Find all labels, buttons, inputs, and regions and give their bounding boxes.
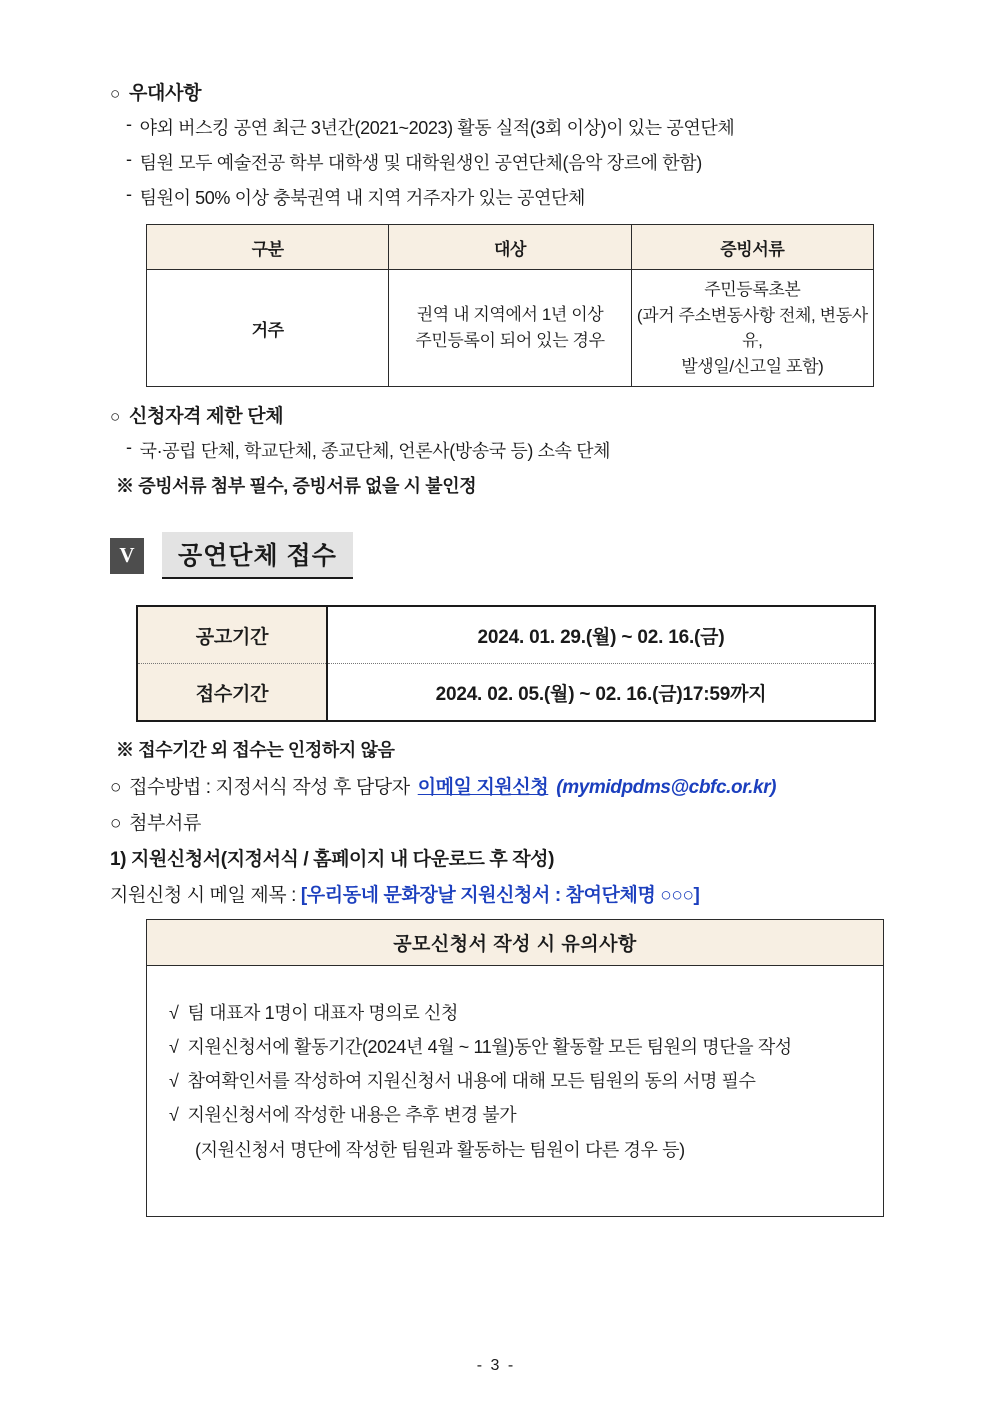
list-item-label: 야외 버스킹 공연 최근 3년간(2021~2023) 활동 실적(3회 이상)이 있는 공연단체 — [139, 118, 735, 138]
mail-subject-line — [110, 880, 910, 907]
attachment-line — [110, 808, 910, 835]
document-item-number: 1) — [110, 849, 127, 870]
residence-table — [146, 224, 874, 387]
check-mark-icon: √ — [169, 1037, 179, 1058]
notice-box — [146, 919, 884, 1217]
document-item-heading — [110, 844, 910, 871]
list-item — [110, 184, 910, 210]
bullet-circle-icon: ○ — [110, 777, 122, 798]
notice-item — [169, 1068, 861, 1094]
period-table — [136, 605, 876, 722]
apply-info-block — [110, 736, 910, 907]
notice-box-title: 공모신청서 작성 시 유의사항 — [147, 920, 883, 966]
page-number: - 3 - — [476, 1357, 516, 1374]
bullet-circle-icon: ○ — [110, 407, 120, 426]
list-item-label: 국·공립 단체, 학교단체, 종교단체, 언론사(방송국 등) 소속 단체 — [139, 441, 611, 461]
cell-apply-period-label: 접수기간 — [137, 664, 327, 722]
email-address[interactable]: (mymidpdms@cbfc.or.kr) — [556, 777, 777, 798]
check-mark-icon: √ — [169, 1071, 179, 1092]
dash-bullet-icon: - — [126, 437, 132, 457]
dash-bullet-icon: - — [126, 114, 132, 134]
dash-bullet-icon: - — [126, 149, 132, 169]
apply-method-line — [110, 772, 910, 799]
restriction-heading-label: 신청자격 제한 단체 — [128, 406, 284, 427]
notice-item-label: 지원신청서에 작성한 내용은 추후 변경 불가 — [187, 1105, 517, 1126]
cell-apply-period-value: 2024. 02. 05.(월) ~ 02. 16.(금)17:59까지 — [435, 683, 767, 705]
cell-notice-period-value: 2024. 01. 29.(월) ~ 02. 16.(금) — [327, 606, 875, 664]
notice-box-body — [147, 966, 883, 1216]
bullet-circle-icon: ○ — [110, 84, 120, 103]
section-title: 공연단체 접수 — [162, 532, 353, 579]
notice-item — [169, 1000, 861, 1026]
table-row — [137, 664, 875, 722]
bullet-circle-icon: ○ — [110, 813, 122, 834]
notice-sub-item: (지원신청서 명단에 작성한 팀원과 활동하는 팀원이 다른 경우 등) — [195, 1140, 685, 1161]
page-content — [110, 78, 910, 1217]
cell-target: 권역 내 지역에서 1년 이상 주민등록이 되어 있는 경우 — [389, 270, 631, 387]
list-item — [110, 114, 910, 140]
apply-period-note: ※ 접수기간 외 접수는 인정하지 않음 — [116, 740, 395, 760]
column-header-target: 대상 — [389, 225, 631, 270]
cell-category: 거주 — [147, 270, 389, 387]
notice-item-label: 지원신청서에 활동기간(2024년 4월 ~ 11월)동안 활동할 모든 팀원의 명단을 작성 — [187, 1037, 792, 1058]
column-header-document: 증빙서류 — [631, 225, 873, 270]
email-apply-link[interactable]: 이메일 지원신청 — [417, 777, 549, 798]
list-item-label: 팀원 모두 예술전공 학부 대학생 및 대학원생인 공연단체(음악 장르에 한함) — [139, 153, 702, 173]
section-header — [110, 532, 910, 579]
notice-item — [169, 1034, 861, 1060]
notice-item-label: 참여확인서를 작성하여 지원신청서 내용에 대해 모든 팀원의 동의 서명 필수 — [187, 1071, 756, 1092]
restriction-note: ※ 증빙서류 첨부 필수, 증빙서류 없을 시 불인정 — [116, 476, 477, 496]
cell-notice-period-label: 공고기간 — [137, 606, 327, 664]
preference-heading-label: 우대사항 — [128, 83, 202, 104]
document-item-title: 지원신청서(지정서식 / 홈페이지 내 다운로드 후 작성) — [131, 849, 555, 870]
mail-subject-prefix: 지원신청 시 메일 제목 : — [110, 885, 301, 906]
check-mark-icon: √ — [169, 1105, 179, 1126]
attachment-label: 첨부서류 — [129, 813, 201, 834]
list-item — [110, 437, 910, 463]
mail-subject-value: [우리동네 문화장날 지원신청서 : 참여단체명 ○○○] — [300, 885, 700, 906]
section-number-badge: V — [110, 538, 144, 574]
table-row — [137, 606, 875, 664]
cell-document: 주민등록초본 (과거 주소변동사항 전체, 변동사유, 발생일/신고일 포함) — [631, 270, 873, 387]
restriction-heading — [110, 401, 910, 428]
apply-method-label: 접수방법 : 지정서식 작성 후 담당자 — [129, 777, 410, 798]
list-item — [110, 149, 910, 175]
dash-bullet-icon: - — [126, 184, 132, 204]
notice-item-label: 팀 대표자 1명이 대표자 명의로 신청 — [187, 1003, 458, 1023]
check-mark-icon: √ — [169, 1003, 179, 1023]
preference-heading — [110, 78, 910, 105]
table-header-row — [147, 225, 874, 270]
column-header-category: 구분 — [147, 225, 389, 270]
table-row — [147, 270, 874, 387]
notice-item — [169, 1102, 861, 1128]
list-item-label: 팀원이 50% 이상 충북권역 내 지역 거주자가 있는 공연단체 — [139, 188, 585, 208]
